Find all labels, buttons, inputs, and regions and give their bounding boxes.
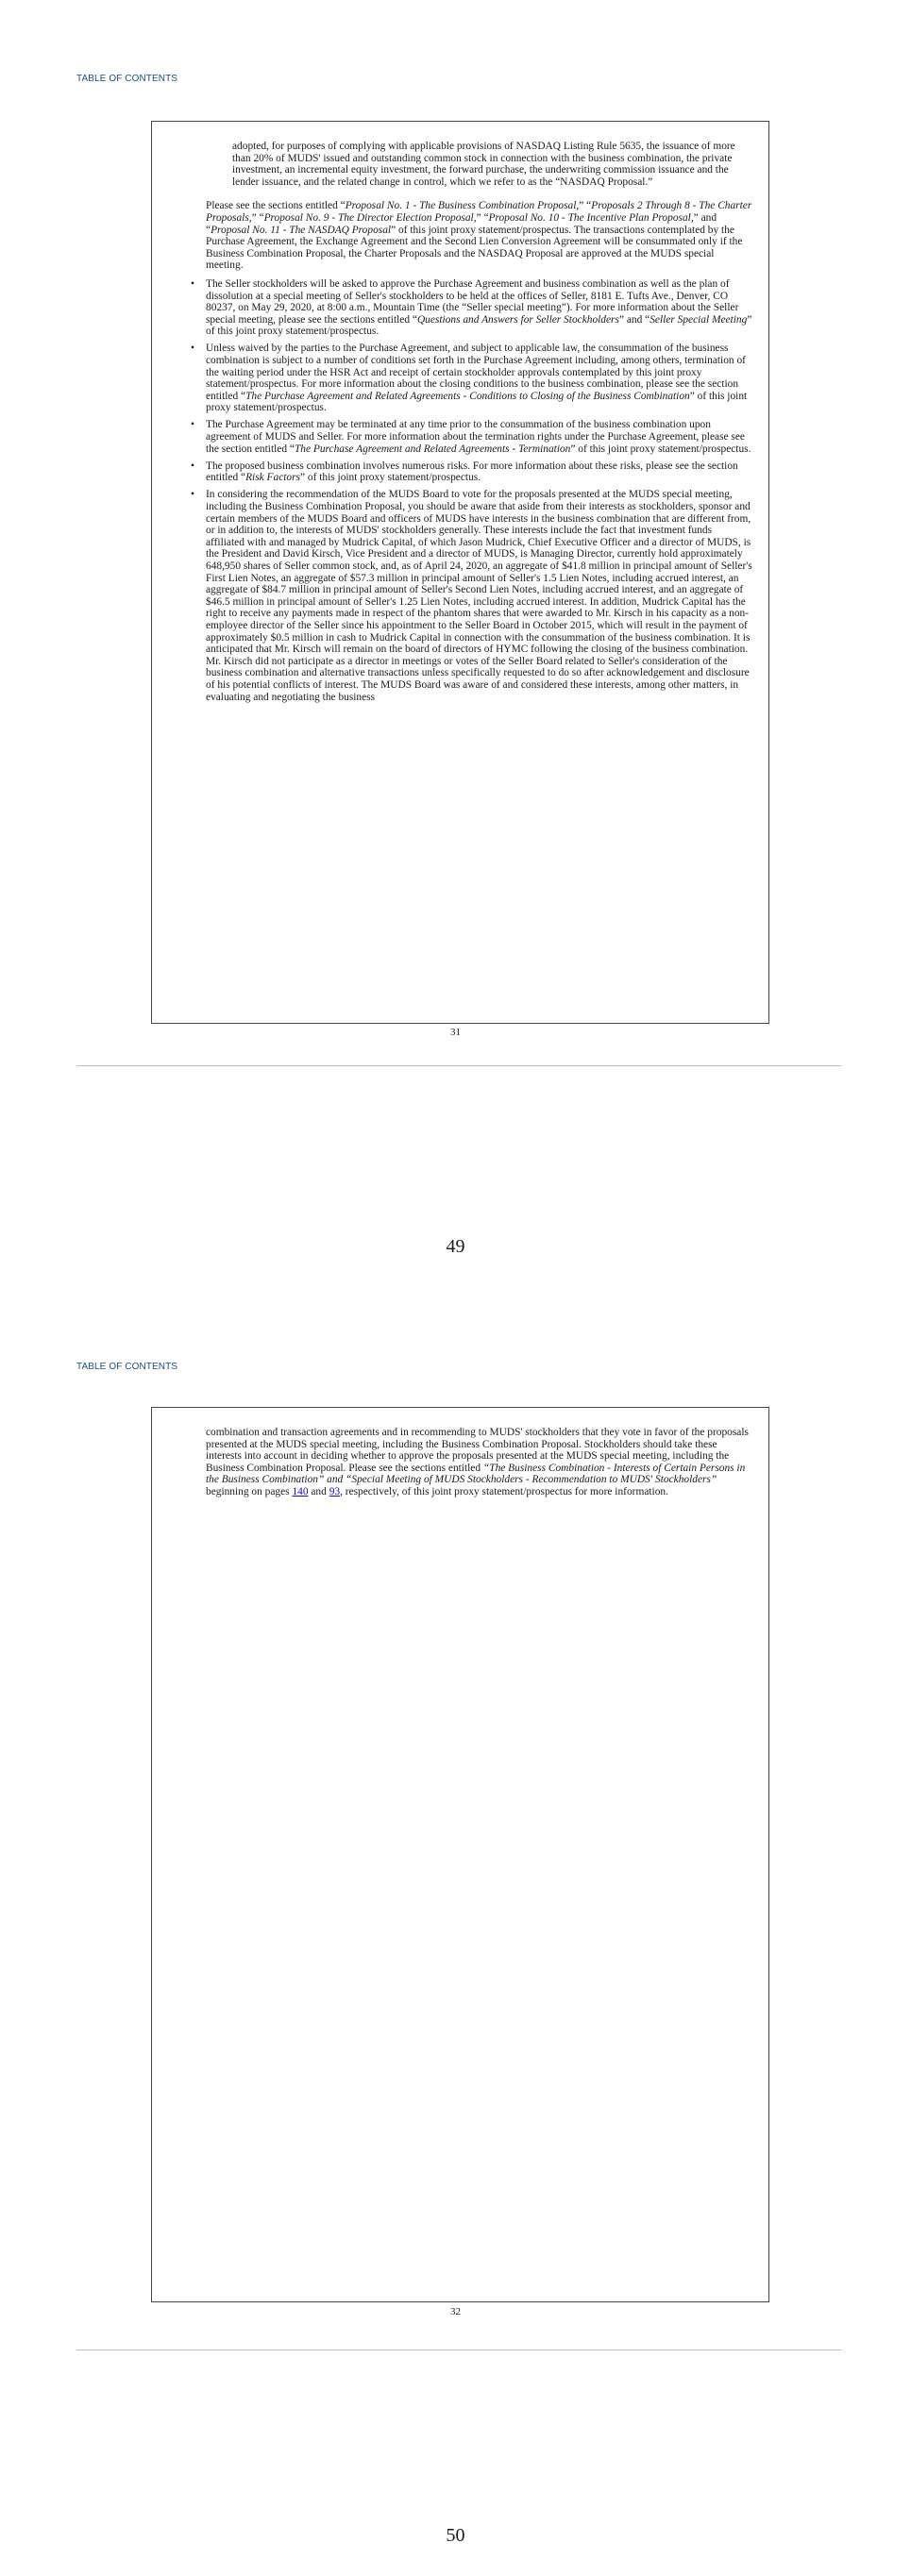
bullet-icon: • [191, 419, 194, 431]
list-item: • In considering the recommendation of the MUDS Board to vote for the proposals presented at the MUDS special meeting, including the Business Combination Proposal, you should be aware that aside from their interests as stockholders, sponsor and certain members of the MUDS Board and officers of MUDS have interests in the business combination that are different from, or in addition to, the interests of MUDS' stockholders generally. These interests include the fact that investment funds affiliated with and managed by Mudrick Capital, of which Jason Mudrick, Chief Executive Officer and a director of MUDS, is the President and David Kirsch, Vice President and a director of MUDS, is Managing Director, currently hold approximately 648,950 shares of Seller common stock, and, as of April 24, 2020, an aggregate of $41.8 million in principal amount of Seller's First Lien Notes, an aggregate of $57.3 million in principal amount of Seller's 1.5 Lien Notes, including accrued interest, an aggregate of $84.7 million in principal amount of Seller's Second Lien Notes, including accrued interest, and an aggregate of $46.5 million in principal amount of Seller's 1.25 Lien Notes, including accrued interest. In addition, Mudrick Capital has the right to receive any payments made in respect of the phantom shares that were awarded to Mr. Kirsch in his capacity as a non-employee director of the Seller since his appointment to the Seller Board in October 2015, which will result in the payment of approximately $0.5 million in cash to Mudrick Capital in connection with the consummation of the business combination. It is anticipated that Mr. Kirsch will remain on the board of directors of HYMC following the closing of the business combination. Mr. Kirsch did not participate as a director in meetings or votes of the Seller Board related to Seller's consideration of the business combination and alternative transactions unless specifically requested to do so after acknowledgement and disclosure of his potential conflicts of interest. The MUDS Board was aware of and considered these interests, among other matters, in evaluating and negotiating the business [191, 489, 752, 703]
bullet-icon: • [191, 277, 194, 290]
page-number: 32 [450, 2306, 461, 2317]
bullet-list [191, 277, 752, 703]
footer-page-number: 49 [446, 1236, 465, 1257]
list-item: • The proposed business combination involves numerous risks. For more information about these risks, please see the section entitled “Risk Factors” of this joint proxy statement/prospectus. [191, 460, 738, 484]
page-frame [151, 121, 769, 1024]
table-of-contents-link[interactable]: TABLE OF CONTENTS [76, 74, 178, 84]
footer-page-number: 50 [446, 2525, 465, 2546]
page-body [191, 141, 752, 709]
page-frame [151, 1407, 769, 2302]
nasdaq-proposal-paragraph: adopted, for purposes of complying with applicable provisions of NASDAQ Listing Rule 5635, the issuance of more than 20% of MUDS' issued and outstanding common stock in connection with the business combination, the private investment, an incremental equity investment, the forward purchase, the underwriting commission issuance and the lender issuance, and the related change in control, which we refer to as the “NASDAQ Proposal.” [232, 141, 735, 188]
list-item: • The Purchase Agreement may be terminated at any time prior to the consummation of the business combination upon agreement of MUDS and Seller. For more information about the termination rights under the Purchase Agreement, please see the section entitled “The Purchase Agreement and Related Agreements - Termination” of this joint proxy statement/prospectus. [191, 419, 751, 455]
continued-paragraph: combination and transaction agreements and in recommending to MUDS' stockholders that they vote in favor of the proposals presented at the MUDS special meeting, including the Business Combination Proposal. Stockholders should take these interests into account in deciding whether to approve the proposals presented at the MUDS special meeting, including the Business Combination Proposal. Please see the sections entitled “The Business Combination - Interests of Certain Persons in the Business Combination” and “Special Meeting of MUDS Stockholders - Recommendation to MUDS' Stockholders” beginning on pages 140 and 93, respectively, of this joint proxy statement/prospectus for more information. [206, 1427, 749, 1497]
list-item: • Unless waived by the parties to the Purchase Agreement, and subject to applicable law, the consummation of the business combination is subject to a number of conditions set forth in the Purchase Agreement including, among others, termination of the waiting period under the HSR Act and receipt of certain stockholder approvals contemplated by this joint proxy statement/prospectus. For more information about the closing conditions to the business combination, please see the section entitled “The Purchase Agreement and Related Agreements - Conditions to Closing of the Business Combination” of this joint proxy statement/prospectus. [191, 343, 748, 414]
table-of-contents-link[interactable]: TABLE OF CONTENTS [76, 1362, 178, 1372]
page-body [206, 1427, 752, 1498]
list-item: • The Seller stockholders will be asked to approve the Purchase Agreement and business combination as well as the plan of dissolution at a special meeting of Seller's stockholders to be held at the offices of Seller, 8181 E. Tufts Ave., Denver, CO 80237, on May 29, 2020, at 8:00 a.m., Mountain Time (the “Seller special meeting”). For more information about the Seller special meeting, please see the sections entitled “Questions and Answers for Seller Stockholders” and “Seller Special Meeting” of this joint proxy statement/prospectus. [191, 277, 752, 338]
page-number: 31 [450, 1027, 461, 1038]
bullet-icon: • [191, 460, 194, 472]
see-sections-paragraph: Please see the sections entitled “Proposal No. 1 - The Business Combination Proposal,” “Proposals 2 Through 8 - The Charter Proposals,” “Proposal No. 9 - The Director Election Proposal,” “Proposal No. 10 - The Incentive Plan Proposal,” and “Proposal No. 11 - The NASDAQ Proposal” of this joint proxy statement/prospectus. The transactions contemplated by the Purchase Agreement, the Exchange Agreement and the Second Lien Conversion Agreement will be consummated only if the Business Combination Proposal, the Charter Proposals and the NASDAQ Proposal are approved at the MUDS special meeting. [206, 200, 752, 272]
page-divider [76, 1065, 841, 1066]
page-140-link[interactable]: 140 [292, 1485, 309, 1497]
bullet-icon: • [191, 343, 194, 355]
page-93-link[interactable]: 93 [329, 1485, 341, 1497]
bullet-icon: • [191, 489, 194, 501]
